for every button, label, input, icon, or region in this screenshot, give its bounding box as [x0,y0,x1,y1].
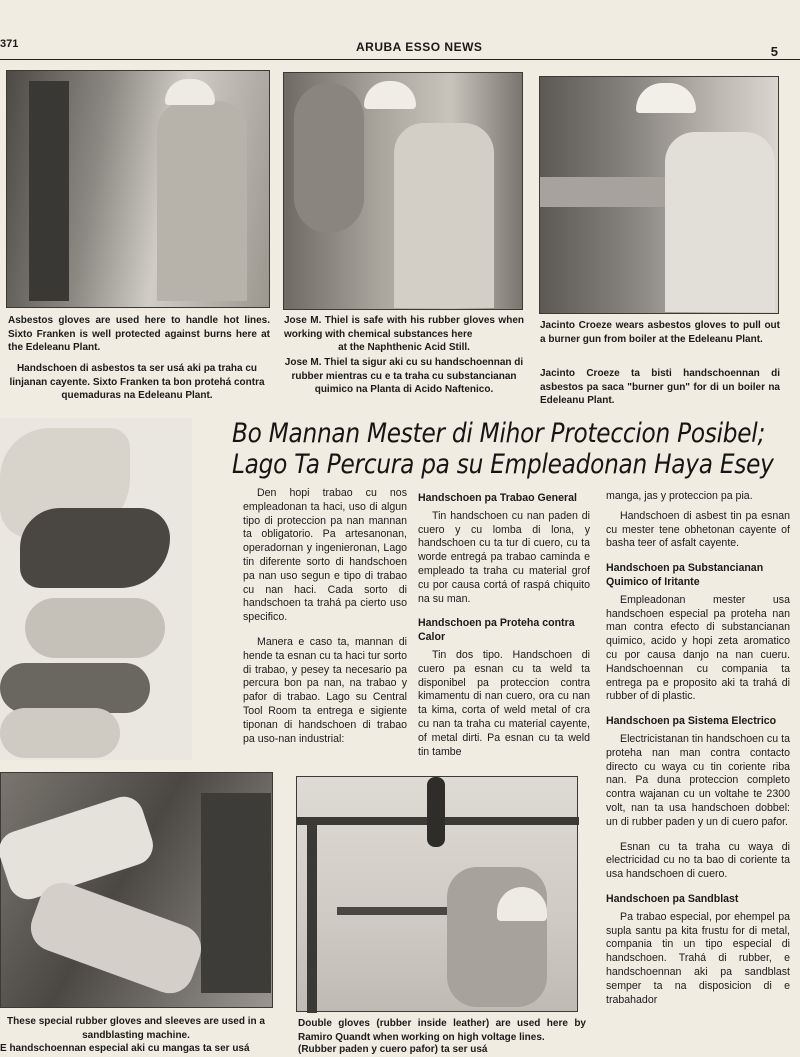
headline-line-2: Lago Ta Percura pa su Empleadonan Haya Esey [232,449,774,480]
photo-jose-thiel [283,72,523,310]
page-header [0,38,800,60]
section-heading: Handschoen pa Substancianan Quimico of Iritante [606,562,764,588]
article-headline [232,418,774,480]
photo-sandblasting-gloves [0,772,273,1008]
caption-photo5-english: These special rubber gloves and sleeves are used in a sandblasting machine. [7,1016,265,1041]
section-heading: Handschoen pa Proteha contra Calor [418,617,575,644]
caption-photo6-english: Double gloves (rubber inside leather) are used here by Ramiro Quandt when working on high voltage lines. [298,1018,586,1043]
section-heading: Handschoen pa Trabao General [418,492,577,504]
page-number-right: 5 [770,44,778,59]
caption-photo2-english: Jose M. Thiel is safe with his rubber gloves when working with chemical substances here [284,315,524,340]
photo-glove-assortment [0,418,192,760]
headline-line-1: Bo Mannan Mester di Mihor Proteccion Posibel; [232,418,766,449]
article-column-1 [243,487,407,763]
article-paragraph: Empleadonan mester usa handschoen especial pa proteha nan man contra efecto di substancianan quimico, acido y hopi zeta aromatico cu por causa danjo na nan cueru. Handschoennan cu compania ta entrega pa e proposito aki ta trahá di rubber of di plastic. [606,593,790,703]
article-paragraph: Pa trabao especial, por ehempel pa supla santu pa kita frustu for di metal, compania tin un tipo especial di handschoen. Trahá di rubber, e handschoennan aki pa sandblast semper ta na disposicion di e trabahador [606,910,790,1006]
photo-jacinto-croeze [539,76,779,314]
article-paragraph: Tin dos tipo. Handschoen di cuero pa esnan cu ta weld ta disponibel pa proteccion contra kimamentu di nan cuero, ora cu nan ta kima, corta of weld metal of cra cu nan ta traha cu material cayente, of metal dirti. Pa esnan cu ta weld tin tambe [418,648,590,758]
section-heading: Handschoen pa Sistema Electrico [606,715,777,728]
article-column-3 [606,490,790,1047]
caption-photo1-papiamento: Handschoen di asbestos ta ser usá aki pa traha cu linjanan cayente. Sixto Franken ta bon protehá contra quemaduras na Edeleanu Plant. [9,363,265,401]
caption-photo5-papiamento: E handschoennan especial aki cu mangas ta ser usá [0,1043,250,1054]
caption-photo3-papiamento: Jacinto Croeze ta bisti handschoennan di asbestos pa saca "burner gun" for di un boiler na Edeleanu Plant. [540,368,780,406]
article-paragraph: Tin handschoen cu nan paden di cuero y cu lomba di lona, y handschoen cu ta tur di cuero, cu ta worde entregá pa trabao caminda e empleado ta traha cu material grof cu por causa cortá of raspá chiquito na su man. [418,509,590,605]
photo-high-voltage-lines [296,776,578,1012]
article-paragraph: Electricistanan tin handschoen cu ta proteha nan man contra contacto directo cu waya cu tin coriente riba nan. Pa duna proteccion completo contra wajanan cu un voltahe te 2300 volt, nan ta usa handschoen dobbel: un di rubber paden y un di cuero pafor. [606,732,790,828]
caption-photo6-papiamento: (Rubber paden y cuero pafor) ta ser usá [298,1044,488,1055]
caption-photo2-english-line2: at the Naphthenic Acid Still. [338,342,470,353]
caption-photo2-papiamento: Jose M. Thiel ta sigur aki cu su handschoennan di rubber mientras cu e ta traha cu substancianan quimico na Planta di Acido Naftenico. [284,357,524,395]
article-paragraph: Handschoen di asbest tin pa esnan cu mester tene obhetonan cayente of basha teer of asfalt cayente. [606,509,790,550]
article-paragraph: Esnan cu ta traha cu waya di electricidad cu no ta bao di coriente ta usa handschoen di cuero. [606,840,790,881]
caption-photo1-english: Asbestos gloves are used here to handle hot lines. Sixto Franken is well protected against burns here at the Edeleanu Plant. [8,315,270,353]
photo-sixto-franken [6,70,270,308]
section-heading: Handschoen pa Sandblast [606,892,739,905]
article-paragraph: Den hopi trabao cu nos empleadonan ta haci, uso di algun tipo di proteccion pa nan mannan ta obligatorio. Pa artesanonan, operadornan y ingenieronan, Lago tin diferente sorto di handschoen pa nan uso segun e tipo di trabao cu nan haci. Cada sorto di handschoen ta trahá pa cierto uso specifico. [243,487,407,624]
article-paragraph: manga, jas y proteccion pa pia. [606,490,753,502]
caption-photo3-english: Jacinto Croeze wears asbestos gloves to pull out a burner gun from boiler at the Edeleanu Plant. [540,320,780,345]
page-number-left: 371 [0,38,19,50]
newspaper-title: ARUBA ESSO NEWS [356,40,483,54]
article-column-2 [418,490,590,766]
article-paragraph: Manera e caso ta, mannan di hende ta esnan cu ta haci tur sorto di trabao, y pesey ta necesario pa percura bon pa nan, na trabao y pafor di trabao. Lago su Central Tool Room ta entrega e sigiente tiponan di handschoen di trabao pa uso-nan industrial: [243,635,407,745]
